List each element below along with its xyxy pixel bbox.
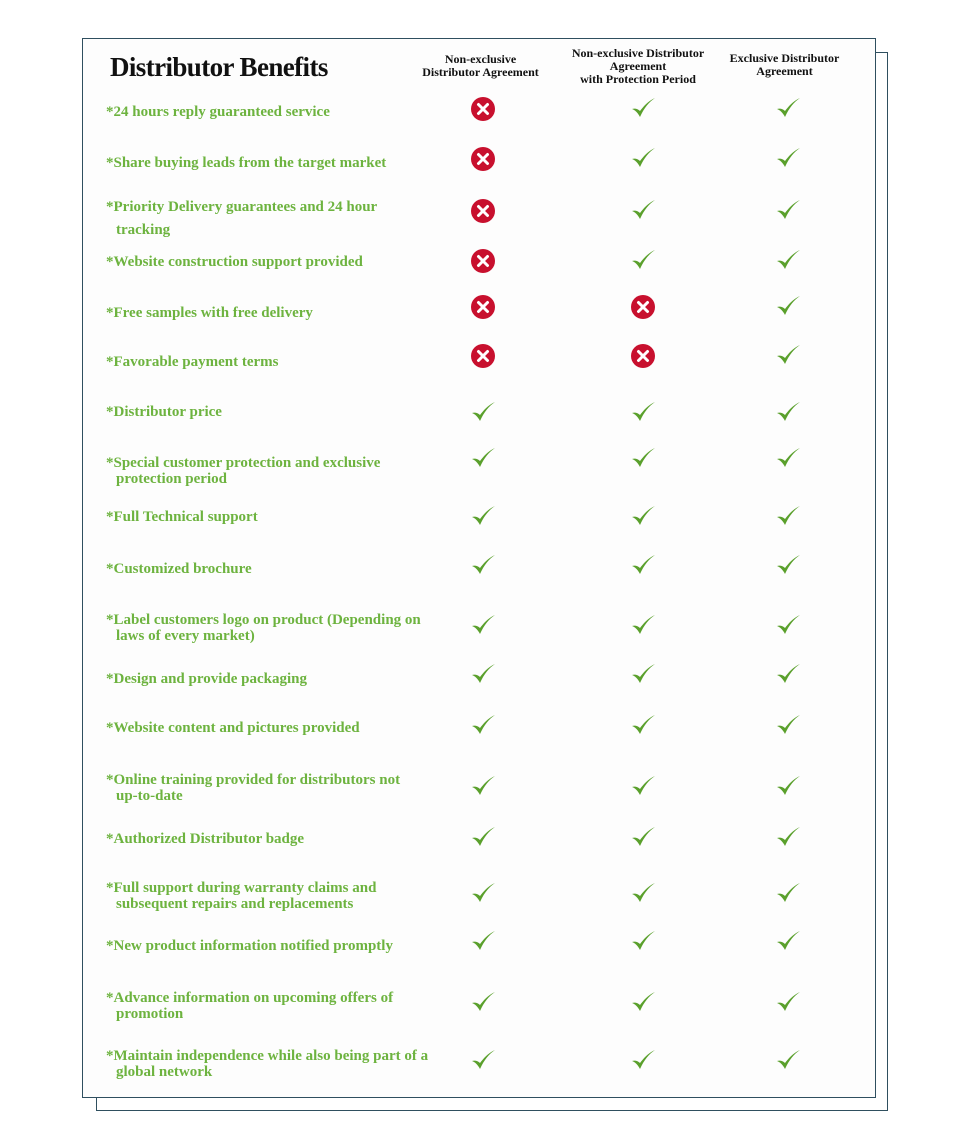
benefit-label bbox=[106, 354, 278, 370]
column-header-line: Agreement bbox=[609, 59, 667, 73]
check-icon bbox=[630, 990, 656, 1016]
benefit-label-line: *Online training provided for distributors not bbox=[106, 772, 401, 788]
benefit-label-line: laws of every market) bbox=[116, 628, 255, 644]
column-header-line: with Protection Period bbox=[580, 72, 696, 86]
check-icon bbox=[775, 825, 801, 851]
check-icon bbox=[630, 1048, 656, 1074]
benefit-label bbox=[106, 155, 386, 171]
check-icon bbox=[470, 990, 496, 1016]
check-icon bbox=[470, 881, 496, 907]
benefit-label bbox=[106, 104, 330, 120]
check-icon bbox=[775, 504, 801, 530]
check-icon bbox=[630, 613, 656, 639]
column-header-line: Agreement bbox=[756, 64, 813, 78]
benefit-label-line: promotion bbox=[116, 1006, 184, 1022]
benefit-label-line: *Full support during warranty claims and bbox=[106, 880, 377, 896]
check-icon bbox=[775, 774, 801, 800]
cross-icon bbox=[630, 294, 656, 320]
benefit-label-line: *Customized brochure bbox=[106, 561, 252, 577]
check-icon bbox=[470, 1048, 496, 1074]
check-icon bbox=[630, 881, 656, 907]
cross-icon bbox=[470, 248, 496, 274]
benefit-label bbox=[106, 720, 360, 736]
check-icon bbox=[630, 446, 656, 472]
benefit-label-line: *Favorable payment terms bbox=[106, 354, 279, 370]
check-icon bbox=[630, 825, 656, 851]
benefit-label bbox=[106, 772, 400, 804]
benefit-label bbox=[106, 199, 377, 238]
benefit-label bbox=[106, 612, 421, 644]
benefit-label-line: *Label customers logo on product (Depending on bbox=[106, 612, 421, 628]
check-icon bbox=[775, 96, 801, 122]
check-icon bbox=[775, 881, 801, 907]
benefit-label-line: *Design and provide packaging bbox=[106, 671, 308, 687]
check-icon bbox=[470, 825, 496, 851]
check-icon bbox=[630, 662, 656, 688]
check-icon bbox=[775, 248, 801, 274]
check-icon bbox=[470, 662, 496, 688]
check-icon bbox=[470, 929, 496, 955]
check-icon bbox=[775, 713, 801, 739]
benefit-label bbox=[106, 990, 393, 1022]
check-icon bbox=[630, 774, 656, 800]
cross-icon bbox=[470, 146, 496, 172]
column-header-line: Non-exclusive Distributor bbox=[571, 46, 705, 60]
benefit-label-line: global network bbox=[116, 1064, 213, 1080]
benefit-label-line: *Priority Delivery guarantees and 24 hour bbox=[106, 199, 378, 215]
check-icon bbox=[470, 504, 496, 530]
check-icon bbox=[775, 929, 801, 955]
page-title: Distributor Benefits bbox=[110, 52, 328, 82]
check-icon bbox=[470, 713, 496, 739]
column-header-line: Non-exclusive bbox=[444, 52, 517, 66]
check-icon bbox=[630, 400, 656, 426]
benefit-label bbox=[106, 671, 307, 687]
check-icon bbox=[775, 294, 801, 320]
cross-icon bbox=[470, 198, 496, 224]
benefit-label-line: *Website content and pictures provided bbox=[106, 720, 360, 736]
benefit-label bbox=[106, 831, 304, 847]
benefit-label-line: *Website construction support provided bbox=[106, 254, 363, 270]
benefit-label bbox=[106, 1048, 428, 1080]
check-icon bbox=[775, 198, 801, 224]
check-icon bbox=[630, 929, 656, 955]
check-icon bbox=[775, 662, 801, 688]
column-header-exclusive bbox=[718, 52, 851, 78]
benefit-label-line: *Special customer protection and exclusive bbox=[106, 455, 381, 471]
benefit-label-line: *New product information notified promptly bbox=[106, 938, 393, 954]
benefit-label-line: *Authorized Distributor badge bbox=[106, 831, 305, 847]
check-icon bbox=[630, 504, 656, 530]
cross-icon bbox=[470, 96, 496, 122]
benefit-label-line: *24 hours reply guaranteed service bbox=[106, 104, 330, 120]
benefit-label-line: *Advance information on upcoming offers of bbox=[106, 990, 394, 1006]
check-icon bbox=[775, 613, 801, 639]
benefit-label-line: *Full Technical support bbox=[106, 509, 258, 525]
check-icon bbox=[630, 96, 656, 122]
check-icon bbox=[630, 713, 656, 739]
benefit-label bbox=[106, 404, 222, 420]
check-icon bbox=[775, 1048, 801, 1074]
check-icon bbox=[775, 553, 801, 579]
check-icon bbox=[630, 553, 656, 579]
benefit-label-line: *Share buying leads from the target market bbox=[106, 155, 387, 171]
column-header-non-exclusive bbox=[408, 53, 553, 79]
benefit-label bbox=[106, 509, 258, 525]
benefit-label bbox=[106, 938, 393, 954]
benefit-label-line: *Maintain independence while also being part of a bbox=[106, 1048, 429, 1064]
check-icon bbox=[470, 446, 496, 472]
benefit-label-line: up-to-date bbox=[116, 788, 183, 804]
cross-icon bbox=[470, 343, 496, 369]
check-icon bbox=[630, 248, 656, 274]
benefit-label-line: protection period bbox=[116, 471, 227, 487]
benefit-label bbox=[106, 880, 376, 912]
check-icon bbox=[775, 990, 801, 1016]
check-icon bbox=[775, 146, 801, 172]
benefit-label-line: tracking bbox=[116, 222, 171, 238]
check-icon bbox=[775, 400, 801, 426]
check-icon bbox=[470, 553, 496, 579]
benefit-label bbox=[106, 561, 252, 577]
column-header-non-exclusive-protection bbox=[560, 47, 716, 86]
check-icon bbox=[470, 774, 496, 800]
column-header-line: Exclusive Distributor bbox=[729, 51, 840, 65]
benefit-label bbox=[106, 305, 313, 321]
column-header-line: Distributor Agreement bbox=[422, 65, 539, 79]
check-icon bbox=[470, 400, 496, 426]
check-icon bbox=[630, 146, 656, 172]
cross-icon bbox=[630, 343, 656, 369]
check-icon bbox=[630, 198, 656, 224]
benefit-label-line: subsequent repairs and replacements bbox=[116, 896, 354, 912]
check-icon bbox=[775, 446, 801, 472]
benefit-label bbox=[106, 455, 380, 487]
benefit-label-line: *Free samples with free delivery bbox=[106, 305, 313, 321]
cross-icon bbox=[470, 294, 496, 320]
benefit-label-line: *Distributor price bbox=[106, 404, 222, 420]
benefit-label bbox=[106, 254, 363, 270]
check-icon bbox=[470, 613, 496, 639]
check-icon bbox=[775, 343, 801, 369]
